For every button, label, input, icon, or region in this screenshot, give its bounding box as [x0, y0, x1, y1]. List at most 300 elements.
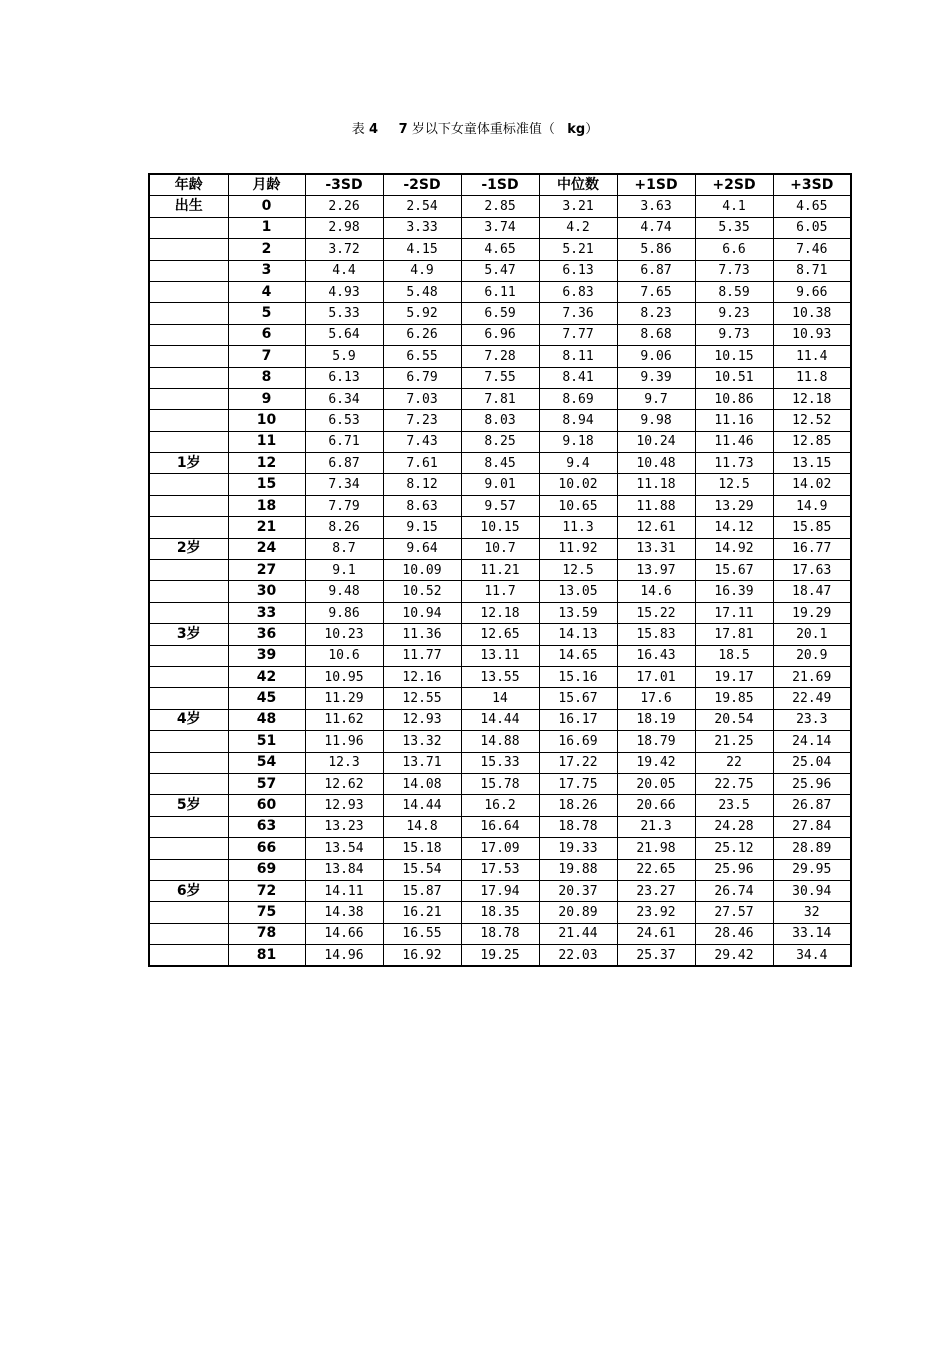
median-cell: 21.44: [539, 923, 617, 944]
minus-1sd-cell: 11.21: [461, 560, 539, 581]
age-cell: 4岁: [149, 709, 228, 730]
age-cell: [149, 303, 228, 324]
header-age: 年龄: [149, 174, 228, 196]
plus-2sd-cell: 17.11: [695, 602, 773, 623]
minus-3sd-cell: 12.3: [305, 752, 383, 773]
plus-3sd-cell: 9.66: [773, 281, 851, 302]
minus-2sd-cell: 2.54: [383, 196, 461, 217]
table-row: [149, 431, 851, 452]
plus-2sd-cell: 10.15: [695, 346, 773, 367]
minus-1sd-cell: 9.01: [461, 474, 539, 495]
median-cell: 9.4: [539, 453, 617, 474]
table-row: [149, 624, 851, 645]
plus-1sd-cell: 13.97: [617, 560, 695, 581]
plus-1sd-cell: 25.37: [617, 945, 695, 967]
minus-1sd-cell: 12.65: [461, 624, 539, 645]
age-cell: 6岁: [149, 880, 228, 901]
month-cell: 9: [228, 388, 305, 409]
minus-3sd-cell: 9.48: [305, 581, 383, 602]
plus-1sd-cell: 16.43: [617, 645, 695, 666]
plus-2sd-cell: 10.86: [695, 388, 773, 409]
minus-3sd-cell: 14.96: [305, 945, 383, 967]
minus-1sd-cell: 13.11: [461, 645, 539, 666]
minus-3sd-cell: 8.26: [305, 517, 383, 538]
minus-2sd-cell: 13.71: [383, 752, 461, 773]
age-cell: [149, 602, 228, 623]
median-cell: 11.3: [539, 517, 617, 538]
age-cell: [149, 431, 228, 452]
age-cell: [149, 495, 228, 516]
minus-3sd-cell: 6.71: [305, 431, 383, 452]
age-cell: 1岁: [149, 453, 228, 474]
month-cell: 8: [228, 367, 305, 388]
plus-3sd-cell: 10.93: [773, 324, 851, 345]
table-row: [149, 602, 851, 623]
minus-1sd-cell: 11.7: [461, 581, 539, 602]
plus-1sd-cell: 4.74: [617, 217, 695, 238]
median-cell: 8.41: [539, 367, 617, 388]
header-median: 中位数: [539, 174, 617, 196]
plus-1sd-cell: 9.06: [617, 346, 695, 367]
minus-1sd-cell: 4.65: [461, 239, 539, 260]
table-row: [149, 281, 851, 302]
plus-2sd-cell: 28.46: [695, 923, 773, 944]
table-row: [149, 773, 851, 794]
table-row: [149, 859, 851, 880]
median-cell: 19.33: [539, 838, 617, 859]
plus-3sd-cell: 7.46: [773, 239, 851, 260]
caption-unit: kg: [567, 122, 586, 137]
age-cell: [149, 217, 228, 238]
plus-2sd-cell: 20.54: [695, 709, 773, 730]
minus-2sd-cell: 11.36: [383, 624, 461, 645]
plus-2sd-cell: 13.29: [695, 495, 773, 516]
minus-2sd-cell: 10.09: [383, 560, 461, 581]
median-cell: 17.22: [539, 752, 617, 773]
table-row: [149, 410, 851, 431]
plus-1sd-cell: 15.83: [617, 624, 695, 645]
plus-3sd-cell: 11.4: [773, 346, 851, 367]
table-row: [149, 453, 851, 474]
minus-1sd-cell: 13.55: [461, 666, 539, 687]
minus-1sd-cell: 14.88: [461, 731, 539, 752]
median-cell: 10.65: [539, 495, 617, 516]
minus-1sd-cell: 8.03: [461, 410, 539, 431]
median-cell: 14.65: [539, 645, 617, 666]
median-cell: 11.92: [539, 538, 617, 559]
minus-2sd-cell: 9.15: [383, 517, 461, 538]
table-row: [149, 517, 851, 538]
plus-3sd-cell: 13.15: [773, 453, 851, 474]
month-cell: 54: [228, 752, 305, 773]
minus-3sd-cell: 11.62: [305, 709, 383, 730]
plus-1sd-cell: 15.22: [617, 602, 695, 623]
plus-3sd-cell: 19.29: [773, 602, 851, 623]
plus-3sd-cell: 8.71: [773, 260, 851, 281]
minus-2sd-cell: 16.92: [383, 945, 461, 967]
minus-3sd-cell: 14.38: [305, 902, 383, 923]
plus-3sd-cell: 10.38: [773, 303, 851, 324]
minus-2sd-cell: 15.18: [383, 838, 461, 859]
minus-2sd-cell: 4.15: [383, 239, 461, 260]
table-row: [149, 239, 851, 260]
minus-2sd-cell: 15.87: [383, 880, 461, 901]
plus-3sd-cell: 17.63: [773, 560, 851, 581]
minus-1sd-cell: 3.74: [461, 217, 539, 238]
minus-1sd-cell: 17.53: [461, 859, 539, 880]
month-cell: 7: [228, 346, 305, 367]
minus-1sd-cell: 6.59: [461, 303, 539, 324]
age-cell: [149, 346, 228, 367]
minus-2sd-cell: 14.8: [383, 816, 461, 837]
plus-3sd-cell: 12.85: [773, 431, 851, 452]
minus-3sd-cell: 8.7: [305, 538, 383, 559]
age-cell: [149, 731, 228, 752]
minus-2sd-cell: 13.32: [383, 731, 461, 752]
age-cell: [149, 560, 228, 581]
age-cell: [149, 923, 228, 944]
month-cell: 36: [228, 624, 305, 645]
plus-2sd-cell: 19.17: [695, 666, 773, 687]
plus-2sd-cell: 14.92: [695, 538, 773, 559]
minus-1sd-cell: 7.55: [461, 367, 539, 388]
minus-3sd-cell: 6.13: [305, 367, 383, 388]
median-cell: 9.18: [539, 431, 617, 452]
table-body: [149, 196, 851, 967]
minus-3sd-cell: 6.34: [305, 388, 383, 409]
plus-1sd-cell: 20.05: [617, 773, 695, 794]
median-cell: 7.77: [539, 324, 617, 345]
minus-3sd-cell: 5.33: [305, 303, 383, 324]
minus-3sd-cell: 11.96: [305, 731, 383, 752]
table-row: [149, 816, 851, 837]
minus-1sd-cell: 12.18: [461, 602, 539, 623]
minus-3sd-cell: 5.64: [305, 324, 383, 345]
minus-1sd-cell: 19.25: [461, 945, 539, 967]
table-row: [149, 324, 851, 345]
age-cell: [149, 859, 228, 880]
month-cell: 15: [228, 474, 305, 495]
table-row: [149, 346, 851, 367]
plus-1sd-cell: 3.63: [617, 196, 695, 217]
median-cell: 7.36: [539, 303, 617, 324]
table-row: [149, 303, 851, 324]
plus-1sd-cell: 11.18: [617, 474, 695, 495]
age-cell: 出生: [149, 196, 228, 217]
age-cell: [149, 474, 228, 495]
month-cell: 48: [228, 709, 305, 730]
month-cell: 24: [228, 538, 305, 559]
minus-3sd-cell: 13.23: [305, 816, 383, 837]
plus-1sd-cell: 6.87: [617, 260, 695, 281]
minus-1sd-cell: 18.35: [461, 902, 539, 923]
median-cell: 18.78: [539, 816, 617, 837]
plus-3sd-cell: 11.8: [773, 367, 851, 388]
minus-2sd-cell: 6.55: [383, 346, 461, 367]
month-cell: 60: [228, 795, 305, 816]
caption-table-number: 4: [368, 122, 378, 137]
plus-3sd-cell: 28.89: [773, 838, 851, 859]
age-cell: [149, 388, 228, 409]
table-row: [149, 731, 851, 752]
table-row: [149, 945, 851, 967]
minus-1sd-cell: 9.57: [461, 495, 539, 516]
plus-2sd-cell: 22: [695, 752, 773, 773]
plus-2sd-cell: 9.73: [695, 324, 773, 345]
minus-2sd-cell: 5.48: [383, 281, 461, 302]
plus-3sd-cell: 4.65: [773, 196, 851, 217]
median-cell: 15.16: [539, 666, 617, 687]
minus-2sd-cell: 14.08: [383, 773, 461, 794]
header-row: [149, 174, 851, 196]
age-cell: [149, 281, 228, 302]
minus-3sd-cell: 14.66: [305, 923, 383, 944]
age-cell: [149, 688, 228, 709]
plus-2sd-cell: 29.42: [695, 945, 773, 967]
plus-3sd-cell: 21.69: [773, 666, 851, 687]
month-cell: 5: [228, 303, 305, 324]
minus-3sd-cell: 13.54: [305, 838, 383, 859]
caption-close: ）: [585, 122, 599, 137]
header-minus-1sd: -1SD: [461, 174, 539, 196]
plus-2sd-cell: 4.1: [695, 196, 773, 217]
minus-1sd-cell: 6.11: [461, 281, 539, 302]
median-cell: 8.11: [539, 346, 617, 367]
plus-1sd-cell: 23.27: [617, 880, 695, 901]
plus-2sd-cell: 19.85: [695, 688, 773, 709]
plus-3sd-cell: 34.4: [773, 945, 851, 967]
plus-3sd-cell: 14.9: [773, 495, 851, 516]
minus-2sd-cell: 11.77: [383, 645, 461, 666]
minus-3sd-cell: 9.86: [305, 602, 383, 623]
minus-2sd-cell: 7.43: [383, 431, 461, 452]
plus-3sd-cell: 32: [773, 902, 851, 923]
plus-2sd-cell: 25.96: [695, 859, 773, 880]
plus-2sd-cell: 11.73: [695, 453, 773, 474]
age-cell: [149, 410, 228, 431]
plus-2sd-cell: 12.5: [695, 474, 773, 495]
plus-3sd-cell: 23.3: [773, 709, 851, 730]
minus-2sd-cell: 12.16: [383, 666, 461, 687]
plus-3sd-cell: 22.49: [773, 688, 851, 709]
header-plus-3sd: +3SD: [773, 174, 851, 196]
table-row: [149, 538, 851, 559]
month-cell: 6: [228, 324, 305, 345]
plus-1sd-cell: 11.88: [617, 495, 695, 516]
age-cell: [149, 324, 228, 345]
header-minus-3sd: -3SD: [305, 174, 383, 196]
month-cell: 57: [228, 773, 305, 794]
plus-3sd-cell: 18.47: [773, 581, 851, 602]
minus-2sd-cell: 12.93: [383, 709, 461, 730]
minus-2sd-cell: 10.94: [383, 602, 461, 623]
plus-2sd-cell: 14.12: [695, 517, 773, 538]
header-month: 月龄: [228, 174, 305, 196]
plus-3sd-cell: 24.14: [773, 731, 851, 752]
month-cell: 75: [228, 902, 305, 923]
table-row: [149, 367, 851, 388]
minus-2sd-cell: 16.55: [383, 923, 461, 944]
median-cell: 3.21: [539, 196, 617, 217]
minus-1sd-cell: 16.64: [461, 816, 539, 837]
minus-1sd-cell: 7.81: [461, 388, 539, 409]
plus-1sd-cell: 10.48: [617, 453, 695, 474]
month-cell: 72: [228, 880, 305, 901]
month-cell: 3: [228, 260, 305, 281]
minus-3sd-cell: 3.72: [305, 239, 383, 260]
minus-2sd-cell: 6.79: [383, 367, 461, 388]
plus-3sd-cell: 15.85: [773, 517, 851, 538]
plus-1sd-cell: 8.68: [617, 324, 695, 345]
plus-2sd-cell: 5.35: [695, 217, 773, 238]
minus-3sd-cell: 13.84: [305, 859, 383, 880]
minus-2sd-cell: 12.55: [383, 688, 461, 709]
minus-3sd-cell: 5.9: [305, 346, 383, 367]
minus-1sd-cell: 5.47: [461, 260, 539, 281]
plus-1sd-cell: 20.66: [617, 795, 695, 816]
age-cell: 3岁: [149, 624, 228, 645]
median-cell: 14.13: [539, 624, 617, 645]
minus-1sd-cell: 10.7: [461, 538, 539, 559]
table-row: [149, 688, 851, 709]
month-cell: 69: [228, 859, 305, 880]
median-cell: 4.2: [539, 217, 617, 238]
median-cell: 19.88: [539, 859, 617, 880]
month-cell: 2: [228, 239, 305, 260]
table-row: [149, 217, 851, 238]
month-cell: 51: [228, 731, 305, 752]
plus-3sd-cell: 12.52: [773, 410, 851, 431]
age-cell: [149, 260, 228, 281]
table-row: [149, 581, 851, 602]
age-cell: [149, 752, 228, 773]
plus-3sd-cell: 16.77: [773, 538, 851, 559]
minus-2sd-cell: 14.44: [383, 795, 461, 816]
minus-2sd-cell: 16.21: [383, 902, 461, 923]
age-cell: [149, 902, 228, 923]
median-cell: 20.37: [539, 880, 617, 901]
month-cell: 42: [228, 666, 305, 687]
table-row: [149, 795, 851, 816]
plus-1sd-cell: 9.98: [617, 410, 695, 431]
plus-2sd-cell: 21.25: [695, 731, 773, 752]
median-cell: 16.69: [539, 731, 617, 752]
plus-1sd-cell: 8.23: [617, 303, 695, 324]
month-cell: 11: [228, 431, 305, 452]
month-cell: 78: [228, 923, 305, 944]
plus-2sd-cell: 17.81: [695, 624, 773, 645]
minus-2sd-cell: 8.12: [383, 474, 461, 495]
weight-standard-table: [148, 173, 852, 967]
month-cell: 81: [228, 945, 305, 967]
age-cell: [149, 367, 228, 388]
plus-3sd-cell: 20.9: [773, 645, 851, 666]
plus-2sd-cell: 27.57: [695, 902, 773, 923]
minus-1sd-cell: 18.78: [461, 923, 539, 944]
month-cell: 39: [228, 645, 305, 666]
month-cell: 21: [228, 517, 305, 538]
plus-3sd-cell: 26.87: [773, 795, 851, 816]
minus-3sd-cell: 10.6: [305, 645, 383, 666]
plus-2sd-cell: 9.23: [695, 303, 773, 324]
minus-2sd-cell: 6.26: [383, 324, 461, 345]
month-cell: 63: [228, 816, 305, 837]
median-cell: 15.67: [539, 688, 617, 709]
plus-1sd-cell: 17.6: [617, 688, 695, 709]
median-cell: 8.94: [539, 410, 617, 431]
plus-1sd-cell: 21.98: [617, 838, 695, 859]
minus-3sd-cell: 2.98: [305, 217, 383, 238]
table-row: [149, 880, 851, 901]
header-plus-2sd: +2SD: [695, 174, 773, 196]
plus-2sd-cell: 11.16: [695, 410, 773, 431]
plus-1sd-cell: 22.65: [617, 859, 695, 880]
caption-age-number: 7: [398, 122, 408, 137]
plus-1sd-cell: 23.92: [617, 902, 695, 923]
month-cell: 4: [228, 281, 305, 302]
minus-2sd-cell: 10.52: [383, 581, 461, 602]
minus-1sd-cell: 2.85: [461, 196, 539, 217]
header-plus-1sd: +1SD: [617, 174, 695, 196]
plus-1sd-cell: 17.01: [617, 666, 695, 687]
plus-1sd-cell: 14.6: [617, 581, 695, 602]
month-cell: 33: [228, 602, 305, 623]
plus-1sd-cell: 13.31: [617, 538, 695, 559]
table-row: [149, 752, 851, 773]
plus-2sd-cell: 10.51: [695, 367, 773, 388]
table-row: [149, 560, 851, 581]
age-cell: 2岁: [149, 538, 228, 559]
minus-2sd-cell: 9.64: [383, 538, 461, 559]
minus-1sd-cell: 17.09: [461, 838, 539, 859]
table-row: [149, 495, 851, 516]
plus-2sd-cell: 25.12: [695, 838, 773, 859]
minus-1sd-cell: 14.44: [461, 709, 539, 730]
median-cell: 8.69: [539, 388, 617, 409]
age-cell: [149, 816, 228, 837]
minus-3sd-cell: 7.79: [305, 495, 383, 516]
table-row: [149, 388, 851, 409]
table-row: [149, 260, 851, 281]
plus-3sd-cell: 25.04: [773, 752, 851, 773]
table-row: [149, 666, 851, 687]
table-row: [149, 709, 851, 730]
plus-1sd-cell: 12.61: [617, 517, 695, 538]
minus-1sd-cell: 15.78: [461, 773, 539, 794]
month-cell: 18: [228, 495, 305, 516]
minus-2sd-cell: 4.9: [383, 260, 461, 281]
plus-2sd-cell: 7.73: [695, 260, 773, 281]
minus-3sd-cell: 4.93: [305, 281, 383, 302]
table-row: [149, 474, 851, 495]
median-cell: 6.83: [539, 281, 617, 302]
minus-1sd-cell: 16.2: [461, 795, 539, 816]
median-cell: 10.02: [539, 474, 617, 495]
plus-1sd-cell: 10.24: [617, 431, 695, 452]
age-cell: [149, 581, 228, 602]
minus-3sd-cell: 6.53: [305, 410, 383, 431]
median-cell: 17.75: [539, 773, 617, 794]
header-minus-2sd: -2SD: [383, 174, 461, 196]
minus-3sd-cell: 2.26: [305, 196, 383, 217]
plus-1sd-cell: 9.39: [617, 367, 695, 388]
age-cell: 5岁: [149, 795, 228, 816]
table-row: [149, 902, 851, 923]
month-cell: 1: [228, 217, 305, 238]
plus-3sd-cell: 29.95: [773, 859, 851, 880]
plus-2sd-cell: 26.74: [695, 880, 773, 901]
minus-1sd-cell: 7.28: [461, 346, 539, 367]
